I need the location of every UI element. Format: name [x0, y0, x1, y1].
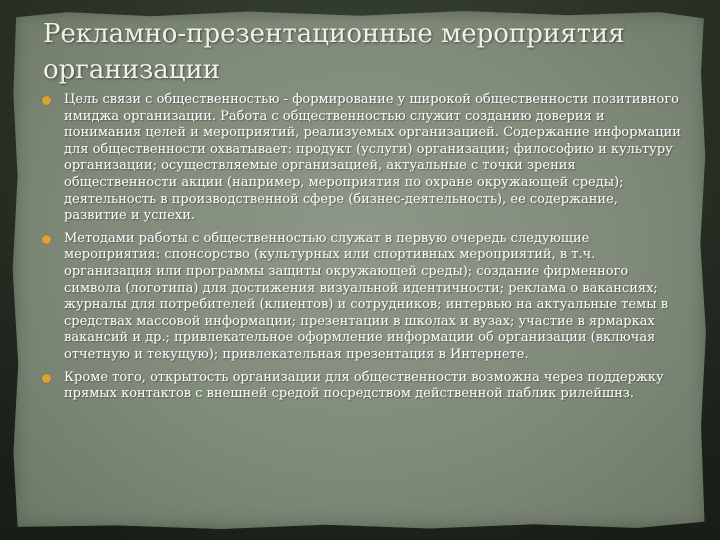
bullet-list — [42, 92, 682, 409]
bullet-text: Методами работы с общественностью служат в первую очередь следующие мероприятия: спонсорство (культурных или спортивных мероприятий, в т.ч. организация или программы защиты окружающей среды); создание фирменного символа (логотипа) для достижения визуальной идентичности; реклама о вакансиях; журналы для потребителей (клиентов) и сотрудников; интервью на актуальные темы в средствах массовой информации; презентации в школах и вузах; участие в ярмарках вакансий и др.; привлекательное оформление информации об организации (включая отчетную и текущую); привлекательная презентация в Интернете. — [64, 230, 669, 362]
bullet-dot-icon — [42, 235, 51, 244]
bullet-item — [42, 92, 682, 225]
bullet-dot-icon — [42, 96, 51, 105]
bullet-item — [42, 231, 682, 364]
bullet-item — [42, 370, 682, 403]
bullet-text: Цель связи с общественностью - формирование у широкой общественности позитивного имиджа организации. Работа с общественностью служит созданию доверия и понимания целей и мероприятий, реализуемых организацией. Содержание информации для общественности охватывает: продукт (услуги) организации; философию и культуру организации; осуществляемые организацией, актуальные с точки зрения общественности акции (например, мероприятия по охране окружающей среды); деятельность в производственной сфере (бизнес-деятельность), ее содержание, развитие и успехи. — [64, 92, 681, 224]
bullet-dot-icon — [42, 374, 51, 383]
bullet-text: Кроме того, открытость организации для общественности возможна через поддержку прямых контактов с внешней средой посредством действенной паблик рилейшнз. — [64, 369, 664, 402]
slide-title: Рекламно-презентационные мероприятия организации — [43, 19, 625, 85]
